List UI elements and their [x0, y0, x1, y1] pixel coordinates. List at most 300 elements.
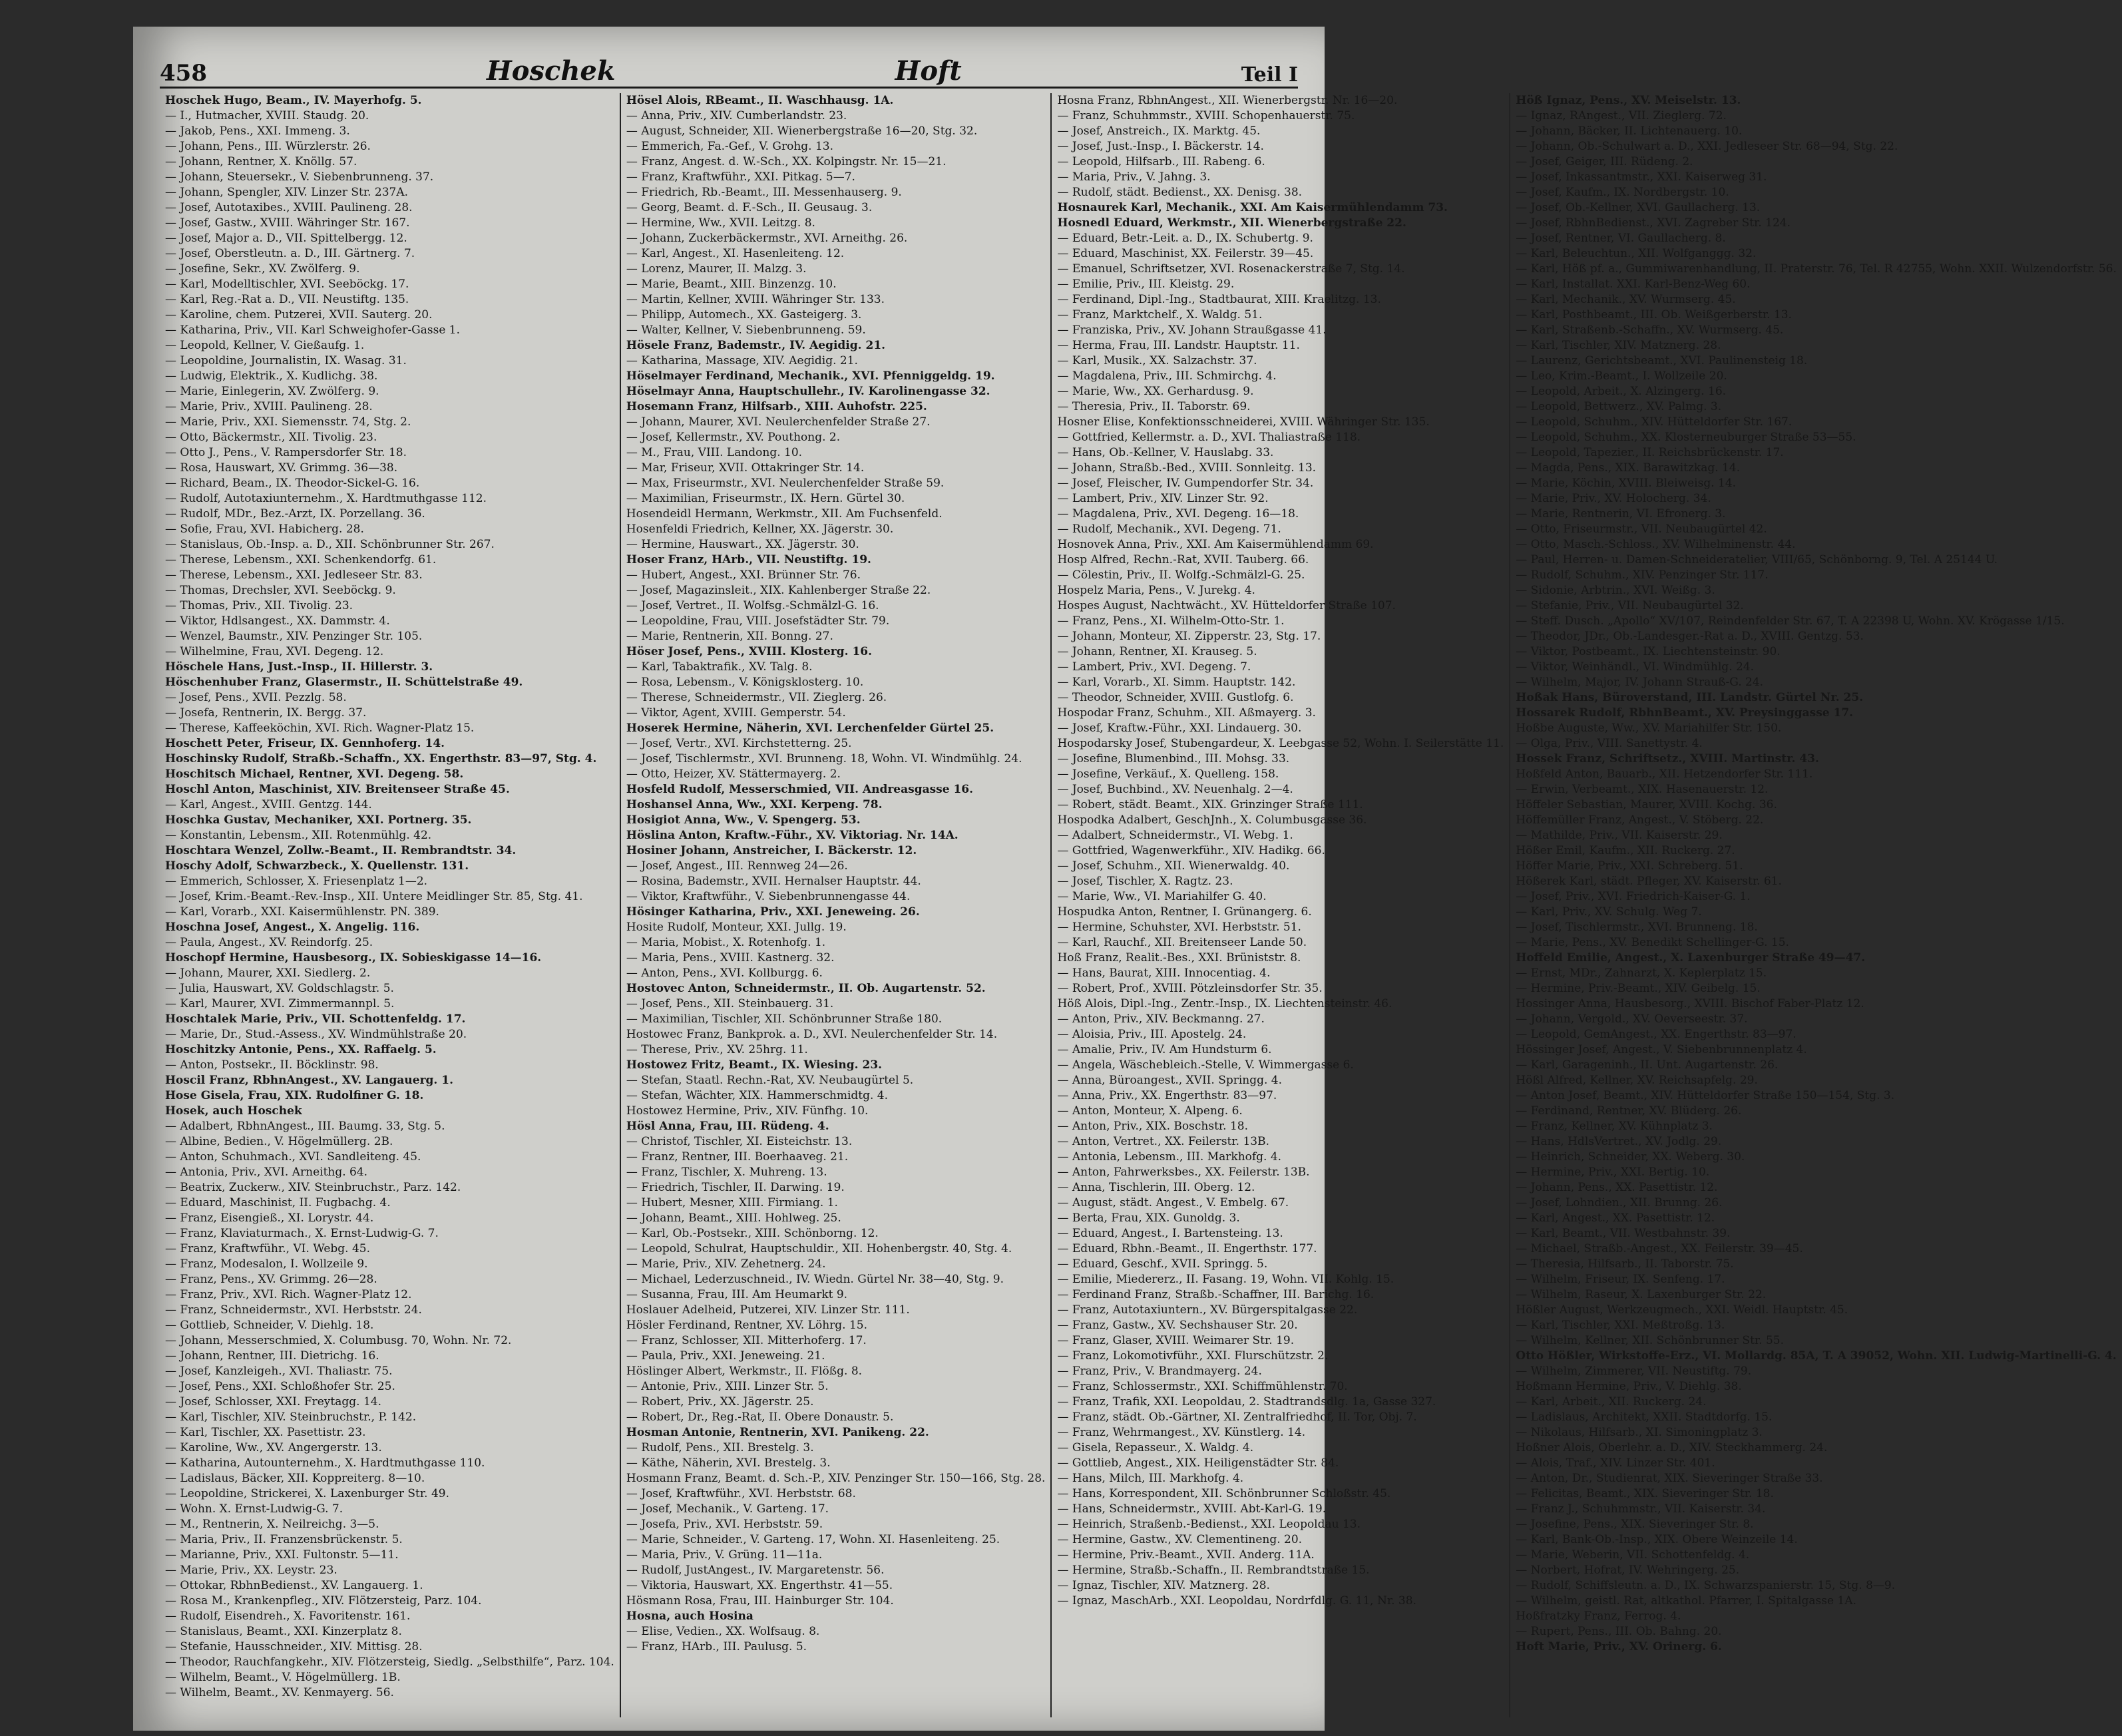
- directory-entry: — Franz, HArb., III. Paulusg. 5.: [626, 1640, 807, 1653]
- directory-entry: — Susanna, Frau, III. Am Heumarkt 9.: [626, 1288, 848, 1301]
- directory-entry: — Antonie, Priv., XIII. Linzer Str. 5.: [626, 1380, 829, 1393]
- directory-entry: — Paula, Angest., XV. Reindorfg. 25.: [165, 936, 373, 949]
- directory-entry: — Alois, Traf., XIV. Linzer Str. 401.: [1516, 1456, 1715, 1470]
- directory-entry: Hosmann Franz, Beamt. d. Sch.-P., XIV. Penzinger Str. 150—166, Stg. 28.: [626, 1472, 1046, 1485]
- directory-entry: — Hans, Schneidermstr., XVIII. Abt-Karl-G. 19.: [1057, 1502, 1327, 1516]
- directory-entry: — Josefine, Verkäuf., X. Quelleng. 158.: [1057, 767, 1279, 781]
- directory-entry: — Wilhelmine, Frau, XVI. Degeng. 12.: [165, 645, 384, 658]
- directory-entry: — Franz, Gastw., XV. Sechshauser Str. 20.: [1057, 1319, 1298, 1332]
- directory-entry: — Josef, Geiger, III. Rüdeng. 2.: [1516, 155, 1693, 168]
- directory-entry: — Johann, Ob.-Schulwart a. D., XXI. Jedleseer Str. 68—94, Stg. 22.: [1516, 140, 1898, 153]
- directory-entry: — Michael, Straßb.-Angest., XX. Feilerstr. 39—45.: [1516, 1242, 1803, 1255]
- directory-entry: — Heinrich, Schneider, XX. Weberg. 30.: [1516, 1150, 1745, 1164]
- directory-entry: — Josef, Just.-Insp., I. Bäckerstr. 14.: [1057, 140, 1264, 153]
- directory-entry: Hößer Emil, Kaufm., XII. Ruckerg. 27.: [1516, 844, 1735, 857]
- directory-entry: — Josefa, Priv., XVI. Herbststr. 59.: [626, 1518, 823, 1531]
- directory-entry: Höser Josef, Pens., XVIII. Klosterg. 16.: [626, 645, 873, 658]
- directory-entry: Hosigiot Anna, Ww., V. Spengerg. 53.: [626, 813, 861, 827]
- directory-entry: — Gottlieb, Schneider, V. Diehlg. 18.: [165, 1319, 374, 1332]
- directory-entry: — Marie, Ww., XX. Gerhardusg. 9.: [1057, 385, 1254, 398]
- directory-entry: — Ferdinand, Rentner, XV. Blüderg. 26.: [1516, 1104, 1742, 1118]
- directory-entry: — Ignaz, RAngest., VII. Zieglerg. 72.: [1516, 109, 1727, 122]
- directory-entry: — Robert, städt. Beamt., XIX. Grinzinger Straße 111.: [1057, 798, 1363, 811]
- directory-entry: — Leopold, Schuhm., XX. Klosterneuburger Straße 53—55.: [1516, 431, 1856, 444]
- directory-entry: Höffeler Sebastian, Maurer, XVIII. Kochg. 36.: [1516, 798, 1777, 811]
- directory-entry: Hoschtara Wenzel, Zollw.-Beamt., II. Rembrandtstr. 34.: [165, 844, 517, 857]
- directory-entry: — Otto J., Pens., V. Rampersdorfer Str. 18.: [165, 446, 407, 459]
- directory-entry: — Josef, Vertr., XVI. Kirchstetterng. 25.: [626, 737, 852, 750]
- directory-entry: — Josef, Oberstleutn. a. D., III. Gärtnerg. 7.: [165, 247, 415, 260]
- directory-entry: — Josef, Angest., III. Rennweg 24—26.: [626, 859, 848, 873]
- directory-entry: Hoschinsky Rudolf, Straßb.-Schaffn., XX. Engerthstr. 83—97, Stg. 4.: [165, 752, 597, 765]
- directory-entry: — Stefan, Staatl. Rechn.-Rat, XV. Neubaugürtel 5.: [626, 1074, 914, 1087]
- directory-entry: — Erwin, Verbeamt., XIX. Hasenauerstr. 12.: [1516, 783, 1769, 796]
- directory-entry: — Robert, Prof., XVIII. Pötzleinsdorfer Str. 35.: [1057, 982, 1323, 995]
- directory-entry: — Rosina, Bademstr., XVII. Hernalser Hauptstr. 44.: [626, 875, 921, 888]
- directory-entry: — Gisela, Repasseur., X. Waldg. 4.: [1057, 1441, 1254, 1454]
- directory-entry: — Karl, Beamt., VII. Westbahnstr. 39.: [1516, 1227, 1731, 1240]
- directory-entry: — Marie, Priv., XVIII. Paulineng. 28.: [165, 400, 373, 413]
- directory-entry: — Franz, Marktchelf., X. Waldg. 51.: [1057, 308, 1263, 322]
- directory-entry: — Karl, Tischler, XXI. Meßtroßg. 13.: [1516, 1319, 1725, 1332]
- directory-entry: — Otto, Friseurmstr., VII. Neubaugürtel 42.: [1516, 523, 1767, 536]
- directory-entry: Hospudka Anton, Rentner, I. Grünangerg. 6.: [1057, 905, 1312, 919]
- directory-entry: — Maria, Priv., II. Franzensbrückenstr. 5.: [165, 1533, 403, 1546]
- directory-entry: — Josef, Inkassantmstr., XXI. Kaiserweg 31.: [1516, 170, 1767, 184]
- directory-entry: — Mathilde, Priv., VII. Kaiserstr. 29.: [1516, 829, 1723, 842]
- directory-entry: — Marie, Rentnerin, VI. Efronerg. 3.: [1516, 507, 1726, 521]
- directory-entry: — Adalbert, RbhnAngest., III. Baumg. 33, Stg. 5.: [165, 1120, 445, 1133]
- directory-entry: — Josef, Tischlermstr., XVI. Brunneng. 18.: [1516, 921, 1758, 934]
- directory-entry: — Maria, Mobist., X. Rotenhofg. 1.: [626, 936, 826, 949]
- directory-entry: — Karl, Mechanik., XV. Wurmserg. 45.: [1516, 293, 1736, 306]
- directory-entry: — Franz, Glaser, XVIII. Weimarer Str. 19.: [1057, 1334, 1295, 1347]
- directory-entry: Hösel Alois, RBeamt., II. Waschhausg. 1A.: [626, 94, 894, 107]
- directory-entry: — Hans, Ob.-Kellner, V. Hauslabg. 33.: [1057, 446, 1274, 459]
- directory-entry: — Felicitas, Beamt., XIX. Sieveringer Str. 18.: [1516, 1487, 1774, 1500]
- directory-entry: — Karl, Bank-Ob.-Insp., XIX. Obere Weinzeile 14.: [1516, 1533, 1798, 1546]
- directory-entry: — Paul, Herren- u. Damen-Schneideratelier, VIII/65, Schönborng. 9, Tel. A 25144 U.: [1516, 553, 1998, 566]
- left-guide-word: Hoschek: [486, 55, 616, 87]
- directory-entry: Hösler Ferdinand, Rentner, XV. Löhrg. 15.: [626, 1319, 868, 1332]
- directory-entry: Hostowec Franz, Bankprok. a. D., XVI. Neulerchenfelder Str. 14.: [626, 1028, 998, 1041]
- directory-entry: Hosek, auch Hoschek: [165, 1104, 302, 1118]
- directory-entry: — Eduard, Betr.-Leit. a. D., IX. Schubertg. 9.: [1057, 232, 1313, 245]
- directory-entry: Höffer Marie, Priv., XXI. Schreberg. 51.: [1516, 859, 1743, 873]
- directory-entry: — Rudolf, Mechanik., XVI. Degeng. 71.: [1057, 523, 1281, 536]
- directory-entry: — Anton Josef, Beamt., XIV. Hütteldorfer Straße 150—154, Stg. 3.: [1516, 1089, 1895, 1102]
- directory-entry: — Konstantin, Lebensm., XII. Rotenmühlg. 42.: [165, 829, 432, 842]
- directory-entry: — Wohn. X. Ernst-Ludwig-G. 7.: [165, 1502, 343, 1516]
- directory-entry: Hosnaurek Karl, Mechanik., XXI. Am Kaisermühlendamm 73.: [1057, 201, 1448, 214]
- directory-entry: Hose Gisela, Frau, XIX. Rudolfiner G. 18.: [165, 1089, 424, 1102]
- directory-entry: Hosnedl Eduard, Werkmstr., XII. Wienerbergstraße 22.: [1057, 216, 1406, 230]
- directory-entry: — Maximilian, Friseurmstr., IX. Hern. Gürtel 30.: [626, 492, 905, 505]
- directory-entry: Hoßner Alois, Oberlehr. a. D., XIV. Steckhammerg. 24.: [1516, 1441, 1828, 1454]
- directory-entry: — Therese, Priv., XV. 25hrg. 11.: [626, 1043, 808, 1056]
- directory-entry: — Ladislaus, Architekt, XXII. Stadtdorfg. 15.: [1516, 1410, 1773, 1424]
- directory-entry: — Josef, Kraftw.-Führ., XXI. Lindauerg. 30.: [1057, 722, 1302, 735]
- directory-entry: — Eduard, Angest., I. Bartensteing. 13.: [1057, 1227, 1283, 1240]
- directory-entry: Hospodar Franz, Schuhm., XII. Aßmayerg. 3.: [1057, 706, 1316, 720]
- directory-entry: — Gottlieb, Angest., XIX. Heiligenstädter Str. 84.: [1057, 1456, 1339, 1470]
- directory-entry: — Walter, Kellner, V. Siebenbrunneng. 59.: [626, 324, 866, 337]
- directory-entry: — Karl, Garageninh., II. Unt. Augartenstr. 26.: [1516, 1058, 1779, 1072]
- directory-entry: Hoschka Gustav, Mechaniker, XXI. Portnerg. 35.: [165, 813, 472, 827]
- directory-entry: — Berta, Frau, XIX. Gunoldg. 3.: [1057, 1211, 1240, 1225]
- directory-entry: — Herma, Frau, III. Landstr. Hauptstr. 11.: [1057, 339, 1300, 352]
- directory-entry: — M., Frau, VIII. Landong. 10.: [626, 446, 803, 459]
- directory-entry: Hospodarsky Josef, Stubengardeur, X. Leebgasse 52, Wohn. I. Seilerstätte 11.: [1057, 737, 1504, 750]
- directory-entry: — Ignaz, Tischler, XIV. Matznerg. 28.: [1057, 1579, 1270, 1592]
- directory-entry: — Sidonie, Arbtrin., XVI. Weißg. 3.: [1516, 584, 1715, 597]
- directory-entry: — Anton, Postsekr., II. Böcklinstr. 98.: [165, 1058, 379, 1072]
- directory-entry: — Anton, Dr., Studienrat, XIX. Sieveringer Straße 33.: [1516, 1472, 1823, 1485]
- directory-entry: — Marie, Priv., XV. Holocherg. 34.: [1516, 492, 1711, 505]
- directory-entry: — Johann, Maurer, XVI. Neulerchenfelder Straße 27.: [626, 415, 931, 429]
- directory-entry: Hosenfeldi Friedrich, Kellner, XX. Jägerstr. 30.: [626, 523, 894, 536]
- directory-entry: — Josef, Tischler, X. Ragtz. 23.: [1057, 875, 1233, 888]
- directory-entry: — Josefine, Pens., XIX. Sieveringer Str. 8.: [1516, 1518, 1754, 1531]
- directory-entry: — Leopold, GemAngest., XX. Engerthstr. 83—97.: [1516, 1028, 1797, 1041]
- page-number: 458: [160, 60, 207, 87]
- directory-entry: — Anton, Fahrwerksbes., XX. Feilerstr. 13B.: [1057, 1166, 1310, 1179]
- directory-entry: — Beatrix, Zuckerw., XIV. Steinbruchstr., Parz. 142.: [165, 1181, 461, 1194]
- directory-entry: — Rosa, Hauswart, XV. Grimmg. 36—38.: [165, 461, 398, 475]
- directory-entry: — Hans, Korrespondent, XII. Schönbrunner Schloßstr. 45.: [1057, 1487, 1391, 1500]
- directory-entry: — M., Rentnerin, X. Neilreichg. 3—5.: [165, 1518, 379, 1531]
- directory-entry: — Josef, Schuhm., XII. Wienerwaldg. 40.: [1057, 859, 1290, 873]
- directory-entry: Hoschitzky Antonie, Pens., XX. Raffaelg. 5.: [165, 1043, 437, 1056]
- directory-entry: — Wilhelm, Beamt., XV. Kenmayerg. 56.: [165, 1686, 394, 1699]
- directory-entry: Hosemann Franz, Hilfsarb., XIII. Auhofstr. 225.: [626, 400, 927, 413]
- directory-entry: — Eduard, Maschinist, XX. Feilerstr. 39—45.: [1057, 247, 1314, 260]
- directory-entry: — Hermine, Priv., XXI. Bertig. 10.: [1516, 1166, 1710, 1179]
- directory-entry: — Marie, Priv., XX. Leystr. 23.: [165, 1564, 337, 1577]
- directory-entry: — Steff. Dusch. „Apollo“ XV/107, Reindenfelder Str. 67, T. A 22398 U, Wohn. XV. Krögasse 1/15.: [1516, 614, 2065, 628]
- directory-entry: — Karl, Musik., XX. Salzachstr. 37.: [1057, 354, 1257, 367]
- directory-entry: — Leopold, Arbeit., X. Alzingerg. 16.: [1516, 385, 1727, 398]
- directory-entry: — Theodor, Rauchfangkehr., XIV. Flötzersteig, Siedlg. „Selbsthilfe“, Parz. 104.: [165, 1655, 614, 1669]
- directory-entry: Hößl Alfred, Kellner, XV. Reichsapfelg. 29.: [1516, 1074, 1758, 1087]
- directory-entry: — Hermine, Schuhster, XVI. Herbststr. 51.: [1057, 921, 1301, 934]
- directory-entry: Hoßak Hans, Büroverstand, III. Landstr. Gürtel Nr. 25.: [1516, 691, 1864, 704]
- directory-entry: — Hans, Baurat, XIII. Innocentiag. 4.: [1057, 967, 1271, 980]
- directory-entry: Hosnovek Anna, Priv., XXI. Am Kaisermühlendamm 69.: [1057, 538, 1374, 551]
- directory-entry: — Viktor, Hdlsangest., XX. Dammstr. 4.: [165, 614, 390, 628]
- directory-entry: Höselmayr Anna, Hauptschullehr., IV. Karolinengasse 32.: [626, 385, 990, 398]
- directory-entry: — Rudolf, Autotaxiunternehm., X. Hardtmuthgasse 112.: [165, 492, 487, 505]
- directory-entry: — Josef, Vertret., II. Wolfsg.-Schmälzl-G. 16.: [626, 599, 879, 612]
- directory-entry: Hosner Elise, Konfektionsschneiderei, XVIII. Währinger Str. 135.: [1057, 415, 1430, 429]
- directory-entry: — Josef, Schlosser, XXI. Freytagg. 14.: [165, 1395, 381, 1409]
- directory-entry: — Karl, Angest., XVIII. Gentzg. 144.: [165, 798, 372, 811]
- directory-entry: — Marie, Beamt., XIII. Binzenzg. 10.: [626, 278, 837, 291]
- directory-entry: — Ottokar, RbhnBedienst., XV. Langauerg. 1.: [165, 1579, 423, 1592]
- directory-entry: — Antonia, Lebensm., III. Markhofg. 4.: [1057, 1150, 1282, 1164]
- directory-entry: — Josefine, Sekr., XV. Zwölferg. 9.: [165, 262, 360, 276]
- directory-entry: — Otto, Bäckermstr., XII. Tivolig. 23.: [165, 431, 377, 444]
- directory-entry: — Johann, Pens., III. Würzlerstr. 26.: [165, 140, 371, 153]
- directory-entry: — Josef, Anstreich., IX. Marktg. 45.: [1057, 124, 1261, 138]
- directory-entry: — Josefine, Blumenbind., III. Mohsg. 33.: [1057, 752, 1290, 765]
- directory-entry: — Josef, Kraftwführ., XVI. Herbststr. 68.: [626, 1487, 856, 1500]
- directory-entry: Hosiner Johann, Anstreicher, I. Bäckerstr. 12.: [626, 844, 917, 857]
- directory-entry: — Josef, Fleischer, IV. Gumpendorfer Str. 34.: [1057, 477, 1314, 490]
- directory-entry: — Marie, Priv., XXI. Siemensstr. 74, Stg. 2.: [165, 415, 411, 429]
- directory-entry: — Marie, Köchin, XVIII. Bleiweisg. 14.: [1516, 477, 1737, 490]
- directory-entry: Höß Alois, Dipl.-Ing., Zentr.-Insp., IX. Liechtensteinstr. 46.: [1057, 997, 1392, 1010]
- directory-entry: — Leopold, Bettwerz., XV. Palmg. 3.: [1516, 400, 1722, 413]
- directory-entry: — Josef, Magazinsleit., XIX. Kahlenberger Straße 22.: [626, 584, 931, 597]
- directory-entry: Hösinger Katharina, Priv., XXI. Jeneweing. 26.: [626, 905, 920, 919]
- directory-entry: — Leopold, Schulrat, Hauptschuldir., XII. Hohenbergstr. 40, Stg. 4.: [626, 1242, 1012, 1255]
- directory-entry: — Norbert, Hofrat, IV. Wehringerg. 25.: [1516, 1564, 1740, 1577]
- directory-entry: Hosendeidl Hermann, Werkmstr., XII. Am Fuchsenfeld.: [626, 507, 943, 521]
- directory-entry: Hossek Franz, Schriftsetz., XVIII. Martinstr. 43.: [1516, 752, 1819, 765]
- directory-entry: — Hans, Milch, III. Markhofg. 4.: [1057, 1472, 1244, 1485]
- directory-entry: Hoschek Hugo, Beam., IV. Mayerhofg. 5.: [165, 94, 422, 107]
- directory-entry: Hoschitsch Michael, Rentner, XVI. Degeng. 58.: [165, 767, 464, 781]
- directory-entry: Hoßfeld Anton, Bauarb., XII. Hetzendorfer Str. 111.: [1516, 767, 1813, 781]
- directory-entry: — Ignaz, MaschArb., XXI. Leopoldau, Nordrfdlg. G. 11, Nr. 38.: [1057, 1594, 1416, 1608]
- directory-entry: — Thomas, Drechsler, XVI. Seeböckg. 9.: [165, 584, 396, 597]
- directory-entry: — Lorenz, Maurer, II. Malzg. 3.: [626, 262, 807, 276]
- directory-entry: — Karl, Tabaktrafik., XV. Talg. 8.: [626, 660, 813, 674]
- directory-entry: — Wilhelm, geistl. Rat, altkathol. Pfarrer, I. Spitalgasse 1A.: [1516, 1594, 1856, 1608]
- section-label: Teil I: [1241, 63, 1298, 87]
- directory-entry: — August, städt. Angest., V. Embelg. 67.: [1057, 1196, 1289, 1209]
- directory-entry: — Franz, Eisengieß., XI. Lorystr. 44.: [165, 1211, 374, 1225]
- directory-entry: — Theodor, Schneider, XVIII. Gustlofg. 6.: [1057, 691, 1294, 704]
- directory-entry: — Josef, Pens., XXI. Schloßhofer Str. 25.: [165, 1380, 395, 1393]
- directory-entry: — Stanislaus, Beamt., XXI. Kinzerplatz 8.: [165, 1625, 402, 1638]
- directory-entry: — Karl, Posthbeamt., III. Ob. Weißgerberstr. 13.: [1516, 308, 1792, 322]
- directory-entry: — Anna, Tischlerin, III. Oberg. 12.: [1057, 1181, 1255, 1194]
- directory-entry: — Leopold, Tapezier., II. Reichsbrückenstr. 17.: [1516, 446, 1784, 459]
- directory-entry: — Ferdinand, Dipl.-Ing., Stadtbaurat, XIII. Kraelitzg. 13.: [1057, 293, 1381, 306]
- directory-entry: — Marie, Einlegerin, XV. Zwölferg. 9.: [165, 385, 379, 398]
- directory-entry: — Josef, Krim.-Beamt.-Rev.-Insp., XII. Untere Meidlinger Str. 85, Stg. 41.: [165, 890, 583, 903]
- directory-entry: — Otto, Heizer, XV. Stättermayerg. 2.: [626, 767, 841, 781]
- directory-entry: — Leopoldine, Journalistin, IX. Wasag. 31.: [165, 354, 407, 367]
- directory-entry: Hoscil Franz, RbhnAngest., XV. Langauerg. 1.: [165, 1074, 453, 1087]
- directory-entry: Hosman Antonie, Rentnerin, XVI. Panikeng. 22.: [626, 1426, 929, 1439]
- directory-entry: — Karoline, Ww., XV. Angergerstr. 13.: [165, 1441, 382, 1454]
- directory-entry: Hosna, auch Hosina: [626, 1610, 753, 1623]
- directory-entry: — Antonia, Priv., XVI. Arneithg. 64.: [165, 1166, 368, 1179]
- directory-entry: — Leopold, Kellner, V. Gießaufg. 1.: [165, 339, 365, 352]
- directory-entry: Hoß Franz, Realit.-Bes., XXI. Brüniststr. 8.: [1057, 951, 1301, 965]
- directory-entry: — Viktor, Agent, XVIII. Gemperstr. 54.: [626, 706, 846, 720]
- directory-entry: Hoschtalek Marie, Priv., VII. Schottenfeldg. 17.: [165, 1012, 466, 1026]
- directory-entry: — Laurenz, Gerichtsbeamt., XVI. Paulinensteig 18.: [1516, 354, 1808, 367]
- directory-entry: — Hermine, Priv.-Beamt., XIV. Geibelg. 15.: [1516, 982, 1761, 995]
- directory-entry: — Franziska, Priv., XV. Johann Straußgasse 41.: [1057, 324, 1327, 337]
- directory-entry: — Karl, Tischler, XIV. Matznerg. 28.: [1516, 339, 1721, 352]
- directory-entry: — Karl, Priv., XV. Schulg. Weg 7.: [1516, 905, 1702, 919]
- directory-entry: — Gottfried, Kellermstr. a. D., XVI. Thaliastraße 118.: [1057, 431, 1361, 444]
- directory-entry: — Josef, Lohndien., XII. Brunng. 26.: [1516, 1196, 1723, 1209]
- directory-entry: — Magdalena, Priv., III. Schmirchg. 4.: [1057, 369, 1277, 383]
- directory-entry: — Rudolf, Schiffsleutn. a. D., IX. Schwarzspanierstr. 15, Stg. 8—9.: [1516, 1579, 1896, 1592]
- directory-entry: — Rudolf, JustAngest., IV. Margaretenstr. 56.: [626, 1564, 885, 1577]
- directory-entry: — Karl, Modelltischler, XVI. Seeböckg. 17.: [165, 278, 409, 291]
- directory-entry: — Karl, Tischler, XIV. Steinbruchstr., P. 142.: [165, 1410, 417, 1424]
- column-3: [1052, 93, 1510, 1717]
- directory-entry: — Maria, Priv., V. Jahng. 3.: [1057, 170, 1211, 184]
- directory-entry: — Marie, Rentnerin, XII. Bonng. 27.: [626, 630, 833, 643]
- directory-entry: — Robert, Dr., Reg.-Rat, II. Obere Donaustr. 5.: [626, 1410, 894, 1424]
- directory-entry: — Johann, Spengler, XIV. Linzer Str. 237A.: [165, 186, 409, 199]
- directory-entry: — Karl, Höß pf. a., Gummiwarenhandlung, II. Praterstr. 76, Tel. R 42755, Wohn. XXII. Wulzendorfstr. 56.: [1516, 262, 2117, 276]
- directory-entry: — Karl, Beleuchtun., XII. Wolfganggg. 32.: [1516, 247, 1757, 260]
- directory-entry: — Julia, Hauswart, XV. Goldschlagstr. 5.: [165, 982, 394, 995]
- directory-entry: — Josef, Mechanik., V. Garteng. 17.: [626, 1502, 829, 1516]
- directory-entry: — Michael, Lederzuschneid., IV. Wiedn. Gürtel Nr. 38—40, Stg. 9.: [626, 1273, 1004, 1286]
- directory-entry: — Karoline, chem. Putzerei, XVII. Sauterg. 20.: [165, 308, 433, 322]
- directory-entry: — Wilhelm, Kellner, XII. Schönbrunner Str. 55.: [1516, 1334, 1785, 1347]
- directory-entry: — Franz, Schlossermstr., XXI. Schiffmühlenstr. 70.: [1057, 1380, 1348, 1393]
- directory-entry: — Friedrich, Rb.-Beamt., III. Messenhauserg. 9.: [626, 186, 902, 199]
- directory-entry: — Josef, Priv., XVI. Friedrich-Kaiser-G. 1.: [1516, 890, 1751, 903]
- directory-entry: Hossarek Rudolf, RbhnBeamt., XV. Preysinggasse 17.: [1516, 706, 1854, 720]
- directory-entry: — Johann, Straßb.-Bed., XVIII. Sonnleitg. 13.: [1057, 461, 1317, 475]
- directory-entry: — Georg, Beamt. d. F.-Sch., II. Geusaug. 3.: [626, 201, 873, 214]
- directory-entry: Hoschl Anton, Maschinist, XIV. Breitenseer Straße 45.: [165, 783, 510, 796]
- directory-entry: — Therese, Kaffeeköchin, XVI. Rich. Wagner-Platz 15.: [165, 722, 475, 735]
- directory-entry: — Katharina, Autounternehm., X. Hardtmuthgasse 110.: [165, 1456, 485, 1470]
- directory-entry: — Ferdinand Franz, Straßb.-Schaffner, III. Barichg. 16.: [1057, 1288, 1375, 1301]
- directory-entry: — Wenzel, Baumstr., XIV. Penzinger Str. 105.: [165, 630, 423, 643]
- directory-entry: — Albine, Bedien., V. Högelmüllerg. 2B.: [165, 1135, 393, 1148]
- directory-entry: Höslina Anton, Kraftw.-Führ., XV. Viktoriag. Nr. 14A.: [626, 829, 958, 842]
- directory-entry: Hösl Anna, Frau, III. Rüdeng. 4.: [626, 1120, 829, 1133]
- directory-entry: — Anna, Priv., XIV. Cumberlandstr. 23.: [626, 109, 847, 122]
- directory-entry: — Maximilian, Tischler, XII. Schönbrunner Straße 180.: [626, 1012, 943, 1026]
- column-1: [160, 93, 621, 1717]
- directory-entry: — Franz, Pens., XV. Grimmg. 26—28.: [165, 1273, 377, 1286]
- directory-entry: — Josef, Kaufm., IX. Nordbergstr. 10.: [1516, 186, 1729, 199]
- directory-entry: — Anna, Priv., XX. Engerthstr. 83—97.: [1057, 1089, 1277, 1102]
- directory-entry: Höslinger Albert, Werkmstr., II. Flößg. 8.: [626, 1365, 863, 1378]
- directory-entry: Hoßbe Auguste, Ww., XV. Mariahilfer Str. 150.: [1516, 722, 1782, 735]
- directory-entry: Hosna Franz, RbhnAngest., XII. Wienerbergstr. Nr. 16—20.: [1057, 94, 1398, 107]
- directory-entry: — Josef, Major a. D., VII. Spittelbergg. 12.: [165, 232, 407, 245]
- directory-entry: — Nikolaus, Hilfsarb., XI. Simoningplatz 3.: [1516, 1426, 1763, 1439]
- directory-entry: Hosp Alfred, Rechn.-Rat, XVII. Tauberg. 66.: [1057, 553, 1309, 566]
- directory-entry: Höß Ignaz, Pens., XV. Meiselstr. 13.: [1516, 94, 1741, 107]
- directory-entry: — Josef, RbhnBedienst., XVI. Zagreber Str. 124.: [1516, 216, 1791, 230]
- directory-entry: — Franz, Trafik, XXI. Leopoldau, 2. Stadtrandsdlg. 1a, Gasse 327.: [1057, 1395, 1436, 1409]
- directory-entry: — Leopoldine, Strickerei, X. Laxenburger Str. 49.: [165, 1487, 449, 1500]
- directory-entry: — Rudolf, Eisendreh., X. Favoritenstr. 161.: [165, 1610, 411, 1623]
- directory-entry: — Martin, Kellner, XVIII. Währinger Str. 133.: [626, 293, 885, 306]
- directory-entry: — Hermine, Gastw., XV. Clementineng. 20.: [1057, 1533, 1303, 1546]
- directory-entry: — Rudolf, Schuhm., XIV. Penzinger Str. 117.: [1516, 568, 1769, 582]
- directory-entry: — Hermine, Hauswart., XX. Jägerstr. 30.: [626, 538, 859, 551]
- directory-entry: — Josef, Rentner, VI. Gaullacherg. 8.: [1516, 232, 1726, 245]
- directory-entry: — Wilhelm, Raseur, X. Laxenburger Str. 22.: [1516, 1288, 1767, 1301]
- directory-entry: — Ludwig, Elektrik., X. Kudlichg. 38.: [165, 369, 378, 383]
- directory-entry: — Johann, Steuersekr., V. Siebenbrunneng. 37.: [165, 170, 434, 184]
- directory-entry: — Emilie, Priv., III. Kleistg. 29.: [1057, 278, 1235, 291]
- directory-entry: — I., Hutmacher, XVIII. Staudg. 20.: [165, 109, 369, 122]
- directory-entry: — Karl, Vorarb., XXI. Kaisermühlenstr. PN. 389.: [165, 905, 439, 919]
- directory-page: [133, 27, 2117, 1731]
- directory-entry: Hostovec Anton, Schneidermstr., II. Ob. Augartenstr. 52.: [626, 982, 986, 995]
- directory-entry: — Anton, Priv., XIX. Boschstr. 18.: [1057, 1120, 1249, 1133]
- directory-entry: — Josef, Autotaxibes., XVIII. Paulineng. 28.: [165, 201, 413, 214]
- directory-entry: — Franz, Pens., XI. Wilhelm-Otto-Str. 1.: [1057, 614, 1285, 628]
- directory-entry: Hoschopf Hermine, Hausbesorg., IX. Sobieskigasse 14—16.: [165, 951, 542, 965]
- directory-entry: — Wilhelm, Beamt., V. Högelmüllerg. 1B.: [165, 1671, 401, 1684]
- directory-entry: Hoshansel Anna, Ww., XXI. Kerpeng. 78.: [626, 798, 883, 811]
- directory-entry: — Stanislaus, Ob.-Insp. a. D., XII. Schönbrunner Str. 267.: [165, 538, 495, 551]
- directory-entry: — Viktor, Postbeamt., IX. Liechtensteinstr. 90.: [1516, 645, 1781, 658]
- directory-entry: — Emanuel, Schriftsetzer, XVI. Rosenackerstraße 7, Stg. 14.: [1057, 262, 1405, 276]
- directory-entry: — Karl, Maurer, XVI. Zimmermannpl. 5.: [165, 997, 395, 1010]
- directory-entry: — Franz, Wehrmangest., XV. Künstlerg. 14.: [1057, 1426, 1306, 1439]
- directory-entry: — Angela, Wäschebleich.-Stelle, V. Wimmergasse 6.: [1057, 1058, 1354, 1072]
- directory-entry: — Franz, Klaviaturmach., X. Ernst-Ludwig-G. 7.: [165, 1227, 439, 1240]
- directory-entry: — Eduard, Rbhn.-Beamt., II. Engerthstr. 177.: [1057, 1242, 1317, 1255]
- directory-entry: — Heinrich, Straßenb.-Bedienst., XXI. Leopoldau 13.: [1057, 1518, 1361, 1531]
- directory-entry: Hoffeld Emilie, Angest., X. Laxenburger Straße 49—47.: [1516, 951, 1866, 965]
- directory-entry: — Franz J., Schuhmmstr., VII. Kaiserstr. 34.: [1516, 1502, 1766, 1516]
- directory-entry: — Hubert, Mesner, XIII. Firmiang. 1.: [626, 1196, 838, 1209]
- directory-entry: — Franz, Tischler, X. Muhreng. 13.: [626, 1166, 827, 1179]
- directory-entry: — Johann, Monteur, XI. Zipperstr. 23, Stg. 17.: [1057, 630, 1321, 643]
- directory-entry: — Hermine, Ww., XVII. Leitzg. 8.: [626, 216, 815, 230]
- directory-entry: — Marie, Pens., XV. Benedikt Schellinger-G. 15.: [1516, 936, 1789, 949]
- directory-entry: — Karl, Tischler, XX. Pasettistr. 23.: [165, 1426, 366, 1439]
- column-4: [1510, 93, 2122, 1717]
- directory-entry: — Karl, Ob.-Postsekr., XIII. Schönborng. 12.: [626, 1227, 879, 1240]
- directory-entry: — Johann, Rentner, III. Dietrichg. 16.: [165, 1349, 379, 1363]
- directory-entry: Hosite Rudolf, Monteur, XXI. Jullg. 19.: [626, 921, 847, 934]
- directory-entry: Otto Hößler, Wirkstoffe-Erz., VI. Mollardg. 85A, T. A 39052, Wohn. XII. Ludwig-Martinelli-G. 4.: [1516, 1349, 2117, 1363]
- directory-entry: — Rudolf, städt. Bedienst., XX. Denisg. 38.: [1057, 186, 1303, 199]
- directory-entry: Hospes August, Nachtwächt., XV. Hütteldorfer Straße 107.: [1057, 599, 1396, 612]
- directory-entry: — Amalie, Priv., IV. Am Hundsturm 6.: [1057, 1043, 1272, 1056]
- directory-entry: — Gottfried, Wagenwerkführ., XIV. Hadikg. 66.: [1057, 844, 1325, 857]
- directory-entry: — Franz, städt. Ob.-Gärtner, XI. Zentralfriedhof, II. Tor, Obj. 7.: [1057, 1410, 1417, 1424]
- directory-entry: Hosfeld Rudolf, Messerschmied, VII. Andreasgasse 16.: [626, 783, 974, 796]
- directory-entry: — Anna, Büroangest., XVII. Springg. 4.: [1057, 1074, 1283, 1087]
- directory-entry: — Leopold, Schuhm., XIV. Hütteldorfer Str. 167.: [1516, 415, 1793, 429]
- directory-entry: — Marie, Schneider., V. Garteng. 17, Wohn. XI. Hasenleiteng. 25.: [626, 1533, 1000, 1546]
- directory-entry: Hostowez Hermine, Priv., XIV. Fünfhg. 10.: [626, 1104, 869, 1118]
- directory-entry: Hoschy Adolf, Schwarzbeck., X. Quellenstr. 131.: [165, 859, 469, 873]
- directory-entry: — Emilie, Miedererz., II. Fasang. 19, Wohn. VII. Kohlg. 15.: [1057, 1273, 1394, 1286]
- directory-entry: — Josef, Gastw., XVIII. Währinger Str. 167.: [165, 216, 410, 230]
- directory-entry: — Johann, Beamt., XIII. Hohlweg. 25.: [626, 1211, 841, 1225]
- directory-entry: Höschenhuber Franz, Glasermstr., II. Schüttelstraße 49.: [165, 676, 523, 689]
- directory-entry: — Marianne, Priv., XXI. Fultonstr. 5—11.: [165, 1548, 399, 1562]
- directory-entry: — Therese, Schneidermstr., VII. Zieglerg. 26.: [626, 691, 887, 704]
- directory-entry: — Viktor, Kraftwführ., V. Siebenbrunnengasse 44.: [626, 890, 911, 903]
- directory-entry: — Franz, Lokomotivführ., XXI. Flurschützstr. 2.: [1057, 1349, 1329, 1363]
- directory-entry: — Katharina, Massage, XIV. Aegidig. 21.: [626, 354, 858, 367]
- directory-entry: — Richard, Beam., IX. Theodor-Sickel-G. 16.: [165, 477, 420, 490]
- directory-entry: — Josef, Pens., XII. Steinbauerg. 31.: [626, 997, 834, 1010]
- directory-entry: — Eduard, Maschinist, II. Fugbachg. 4.: [165, 1196, 391, 1209]
- directory-entry: — Josef, Ob.-Kellner, XVI. Gaullacherg. 13.: [1516, 201, 1761, 214]
- directory-entry: — Elise, Vedien., XX. Wolfsaug. 8.: [626, 1625, 820, 1638]
- directory-entry: — Josef, Buchbind., XV. Neuenhalg. 2—4.: [1057, 783, 1293, 796]
- directory-entry: — Johann, Vergold., XV. Oeverseestr. 37.: [1516, 1012, 1748, 1026]
